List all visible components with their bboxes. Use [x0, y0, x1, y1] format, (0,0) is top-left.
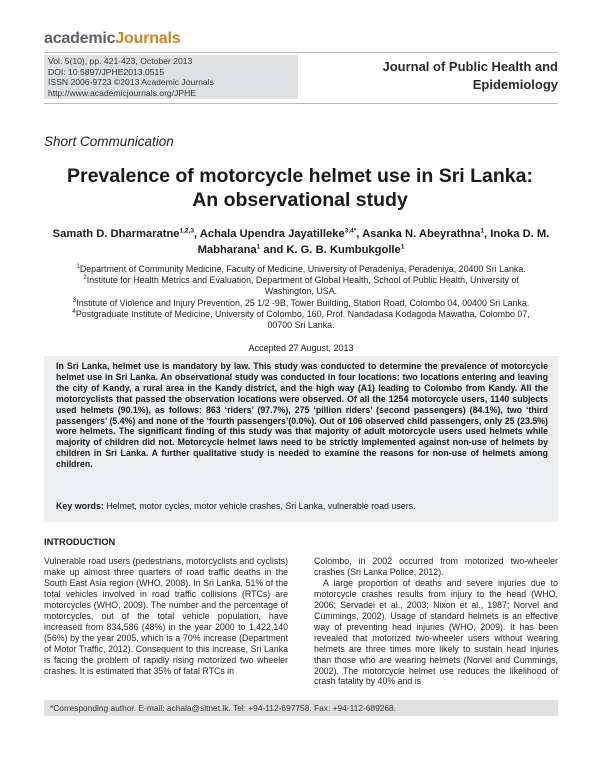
affiliation-item: [70, 275, 532, 297]
author-separator: ,: [484, 228, 491, 240]
body-paragraph: A large proportion of deaths and severe injuries due to motorcycle crashes results from injury to the head (WHO, 2006; Servadei et al., 2003; Nixon et al., 1987; Norvel and Cummings, 2002). Usage of standard helmets is an effective way of preventing head injuries (WHO, 2009). It has been revealed that motorized two-wheeler users without wearing helmets are three times more likely to sustain head injuries than those who are wearing helmets (Norvel and Cummings, 2002). The motorcycle helmet use reduces the likelihood of crash fatality by 40% and is: [314, 577, 558, 687]
header-rule-bottom: [44, 103, 558, 104]
meta-url[interactable]: http://www.academicjournals.org/JPHE: [48, 87, 197, 98]
abstract-text: In Sri Lanka, helmet use is mandatory by law. This study was conducted to determine the prevalence of motorcycle helmet use in Sri Lanka. An observational study was conducted in four locations: two locations entering and leaving the city of Kandy, a rural area in the Kandy district, and the high way (A1) leading to Colombo from Kandy. All the motorcyclists that passed the observation locations were observed. Of all the 1254 motorcycle users, 1140 subjects used helmets (90.1%), as follows: 863 ‘riders’ (97.7%), 275 ‘pillion riders’ (second passengers) (84.1%), two ‘third passengers’ (5.4%) and none of the ‘fourth passengers’(0.0%). Out of 106 observed child passengers, only 25 (23.5%) wore helmets. The significant finding of this study was that majority of adult motorcycle users used helmets while majority of children did not. Motorcycle helmet laws need to be strictly implemented against non-use of helmets by children in Sri Lanka. A further qualitative study is needed to examine the reasons for non-use of helmets among children.: [56, 361, 548, 470]
affiliation-item: [70, 309, 532, 331]
affiliations: [70, 264, 532, 331]
affiliation-sup: 3: [72, 296, 77, 304]
author-affil-sup: 1: [400, 243, 405, 251]
affiliation-item: [70, 298, 532, 309]
author-affil-sup: 1,2,3: [179, 227, 194, 235]
meta-issn: ISSN 2006-9723 ©2013 Academic Journals: [48, 77, 214, 88]
author-separator: ,: [356, 228, 363, 240]
author-name: Samath D. Dharmaratne: [52, 228, 180, 240]
author-name: K. G. B. Kumbukgolle: [286, 244, 401, 256]
author-list: [44, 226, 558, 258]
author-affil-sup: 1: [480, 227, 485, 235]
header-meta: [48, 56, 214, 98]
affiliation-text: Postgraduate Institute of Medicine, University of Colombo, 160, Prof. Nandadasa Kodagoda Mawatha, Colombo 07, 00700 Sri Lanka.: [75, 308, 530, 331]
keywords-label: Key words:: [56, 501, 104, 511]
body-paragraph: Vulnerable road users (pedestrians, motorcyclists and cyclists) make up almost three quarters of road traffic deaths in the South East Asia region (WHO, 2008). In Sri Lanka, 51% of the total vehicles involved in road traffic collisions (RTCs) are motorcycles (WHO, 2009). The number and the percentage of motorcycles, out of the total vehicle population, have increased from 834,586 (48%) in the year 2000 to 1,422,140 (56%) by the year 2005, which is a 70% increase (Department of Motor Traffic, 2012). Consequent to this increase, Sri Lanka is facing the problem of rapidly rising motorized two wheeler crashes. It is estimated that 35% of fatal RTCs in: [44, 556, 288, 676]
author-affil-sup: 3,4*: [344, 227, 357, 235]
article-title: Prevalence of motorcycle helmet use in Sri Lanka: An observational study: [66, 165, 533, 211]
keywords: [56, 501, 548, 511]
affiliation-sup: 1: [76, 263, 80, 271]
body-column-left: [44, 556, 288, 676]
section-heading-introduction: INTRODUCTION: [44, 537, 116, 547]
author-affil-sup: 1: [256, 243, 261, 251]
header-rule-top: [44, 52, 558, 53]
author-separator: and: [260, 244, 287, 256]
author-separator: ,: [193, 228, 200, 240]
meta-volume: Vol. 5(10), pp. 421-423, October 2013: [48, 56, 193, 66]
body-column-right: [314, 556, 558, 687]
affiliation-sup: 2: [83, 274, 87, 282]
author-name: Asanka N. Abeyrathna: [362, 228, 481, 240]
affiliation-sup: 4: [72, 307, 76, 315]
journal-name: [360, 58, 558, 94]
affiliation-text: Department of Community Medicine, Faculty of Medicine, University of Peradeniya, Peradeniya, 20400 Sri Lanka.: [79, 264, 526, 274]
logo-part-journals: Journals: [115, 30, 181, 47]
author-name: Inoka D. M. Mabharana: [197, 228, 550, 256]
keywords-text: Helmet, motor cycles, motor vehicle crashes, Sri Lanka, vulnerable road users.: [106, 501, 416, 511]
journal-name-line1: Journal of Public Health and: [382, 59, 558, 74]
accepted-date: Accepted 27 August, 2013: [248, 343, 354, 353]
journal-name-line2: Epidemiology: [472, 77, 558, 92]
affiliation-text: Institute of Violence and Injury Prevention, 25 1/2 -9B, Tower Building, Station Road, Colombo 04, 00400 Sri Lanka.: [76, 297, 530, 308]
article-type: Short Communication: [44, 134, 174, 149]
author-name: Achala Upendra Jayatilleke: [199, 228, 345, 240]
meta-doi[interactable]: DOI: 10.5897/JPHE2013.0515: [48, 66, 165, 77]
body-paragraph: Colombo, in 2002 occurred from motorized two-wheeler crashes (Sri Lanka Police, 2012).: [314, 556, 558, 577]
affiliation-item: [70, 264, 532, 275]
affiliation-text: Institute for Health Metrics and Evaluation, Department of Global Health, School of Public Health, University of Washington, USA.: [86, 275, 519, 297]
journal-logo: [44, 30, 180, 48]
logo-part-academic: academic: [44, 30, 116, 47]
corresponding-author-footnote: *Corresponding author. E-mail: achala@sltnet.lk. Tel: +94-112-697758. Fax: +94-112-689268.: [50, 703, 397, 713]
